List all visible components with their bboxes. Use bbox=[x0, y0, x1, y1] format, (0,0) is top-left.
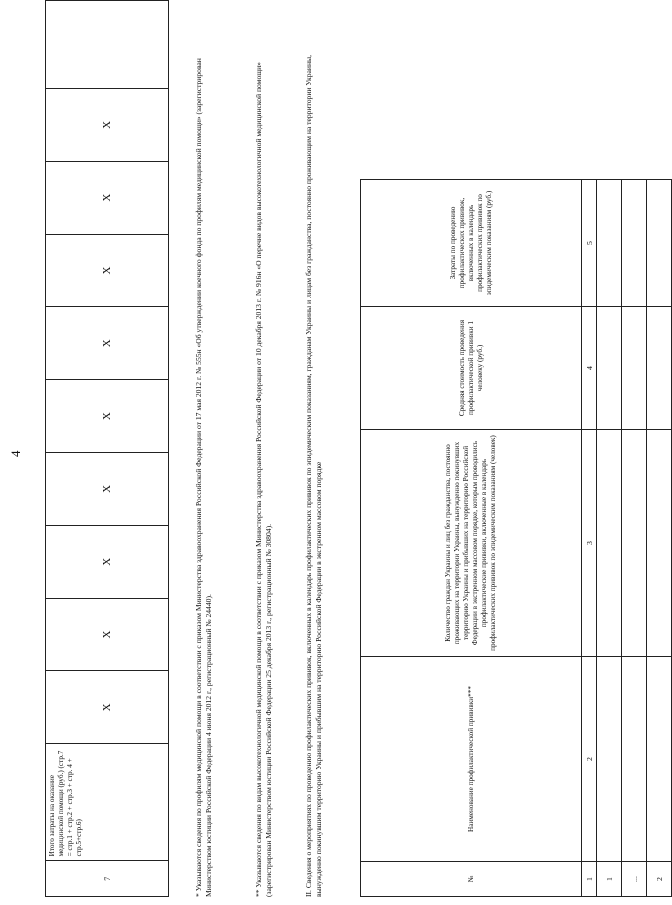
table-cell bbox=[622, 430, 647, 657]
table-cell bbox=[622, 307, 647, 430]
table-cell bbox=[622, 657, 647, 862]
table-cell: X bbox=[46, 525, 169, 598]
row-number-cell: 7 bbox=[46, 861, 169, 897]
table-cell bbox=[647, 657, 672, 862]
page-number: 4 bbox=[8, 450, 23, 457]
table-cell: X bbox=[46, 452, 169, 525]
table-cell bbox=[597, 307, 622, 430]
header-expenses: Затраты по проведению профилактических прививок, включенных в календарь профилактических прививок по эпидемическим показаниям (руб.) bbox=[361, 180, 582, 307]
column-number: 5 bbox=[582, 180, 597, 307]
footnote-hitech: ** Указываются сведения по видам высокотехнологичной медицинской помощи в соответствии с приказом Министерства здравоохранения Российской Федерации от 10 декабря 2013 г. № 916н «О перечне видов высокотехнологичной медицинской помощи» (зарегистрирован Министерством юстиции Российской Федерации 25 декабря 2013 г., регистрационный № 30804). bbox=[254, 62, 273, 897]
header-avg-cost: Средняя стоимость проведения профилактической прививки 1 человеку (руб.) bbox=[361, 307, 582, 430]
section-heading: II. Сведения о мероприятиях по проведению профилактических прививок, включенных в календарь профилактических прививок по эпидемическим показаниям, гражданам Украины и лицам без гражданства, постоянно проживающим на территории Украины, вынужденно покинувшим территорию Украины и прибывшим на территорию Российской Федерации в экстренном массовом порядке bbox=[304, 54, 323, 897]
table-cell bbox=[597, 430, 622, 657]
table-row bbox=[622, 180, 647, 897]
table-cell bbox=[597, 657, 622, 862]
expenses-table bbox=[45, 0, 169, 897]
row-number: ... bbox=[622, 862, 647, 897]
header-count: Количество граждан Украины и лиц без гражданства, постоянно проживающих на территории Украины, вынужденно покинувших территорию Украины и прибывших на территорию Российской Федерации в экстренном массовом порядке, которым проводились профилактические прививки, включенные в календарь профилактических прививок по эпидемическим показаниям (человек) bbox=[361, 430, 582, 657]
row-label-cell: Итого затраты на оказание медицинской помощи (руб.) (стр.7 = стр.1 + стр.2 + стр.3 + стр. 4 + стр.5+стр.6) bbox=[46, 744, 169, 861]
table-cell bbox=[647, 430, 672, 657]
header-row bbox=[361, 180, 582, 897]
row-number: 1 bbox=[597, 862, 622, 897]
column-number: 4 bbox=[582, 307, 597, 430]
table-cell: X bbox=[46, 307, 169, 380]
header-name: Наименование профилактической прививки*** bbox=[361, 657, 582, 862]
table-cell bbox=[597, 180, 622, 307]
table-row bbox=[46, 1, 169, 897]
table-cell: X bbox=[46, 671, 169, 744]
column-number: 2 bbox=[582, 657, 597, 862]
column-number: 3 bbox=[582, 430, 597, 657]
table-row bbox=[647, 180, 672, 897]
table-cell: X bbox=[46, 380, 169, 453]
column-number: 1 bbox=[582, 862, 597, 897]
table-cell: X bbox=[46, 234, 169, 307]
table-cell bbox=[622, 180, 647, 307]
vaccination-table bbox=[360, 179, 672, 897]
table-row bbox=[597, 180, 622, 897]
table-cell: X bbox=[46, 161, 169, 234]
column-number-row bbox=[582, 180, 597, 897]
table-cell: X bbox=[46, 598, 169, 671]
footnote-profiles: * Указываются сведения по профилям медицинской помощи в соответствии с приказом Министерства здравоохранения Российской Федерации от 17 мая 2012 г. № 555н «Об утверждении коечного фонда по профилям медицинской помощи» (зарегистрирован Министерством юстиции Российской Федерации 4 июня 2012 г., регистрационный № 24440). bbox=[194, 58, 213, 897]
table-cell bbox=[46, 1, 169, 89]
header-num: № bbox=[361, 862, 582, 897]
row-number: 2 bbox=[647, 862, 672, 897]
table-cell bbox=[647, 307, 672, 430]
table-cell bbox=[647, 180, 672, 307]
table-cell: X bbox=[46, 88, 169, 161]
